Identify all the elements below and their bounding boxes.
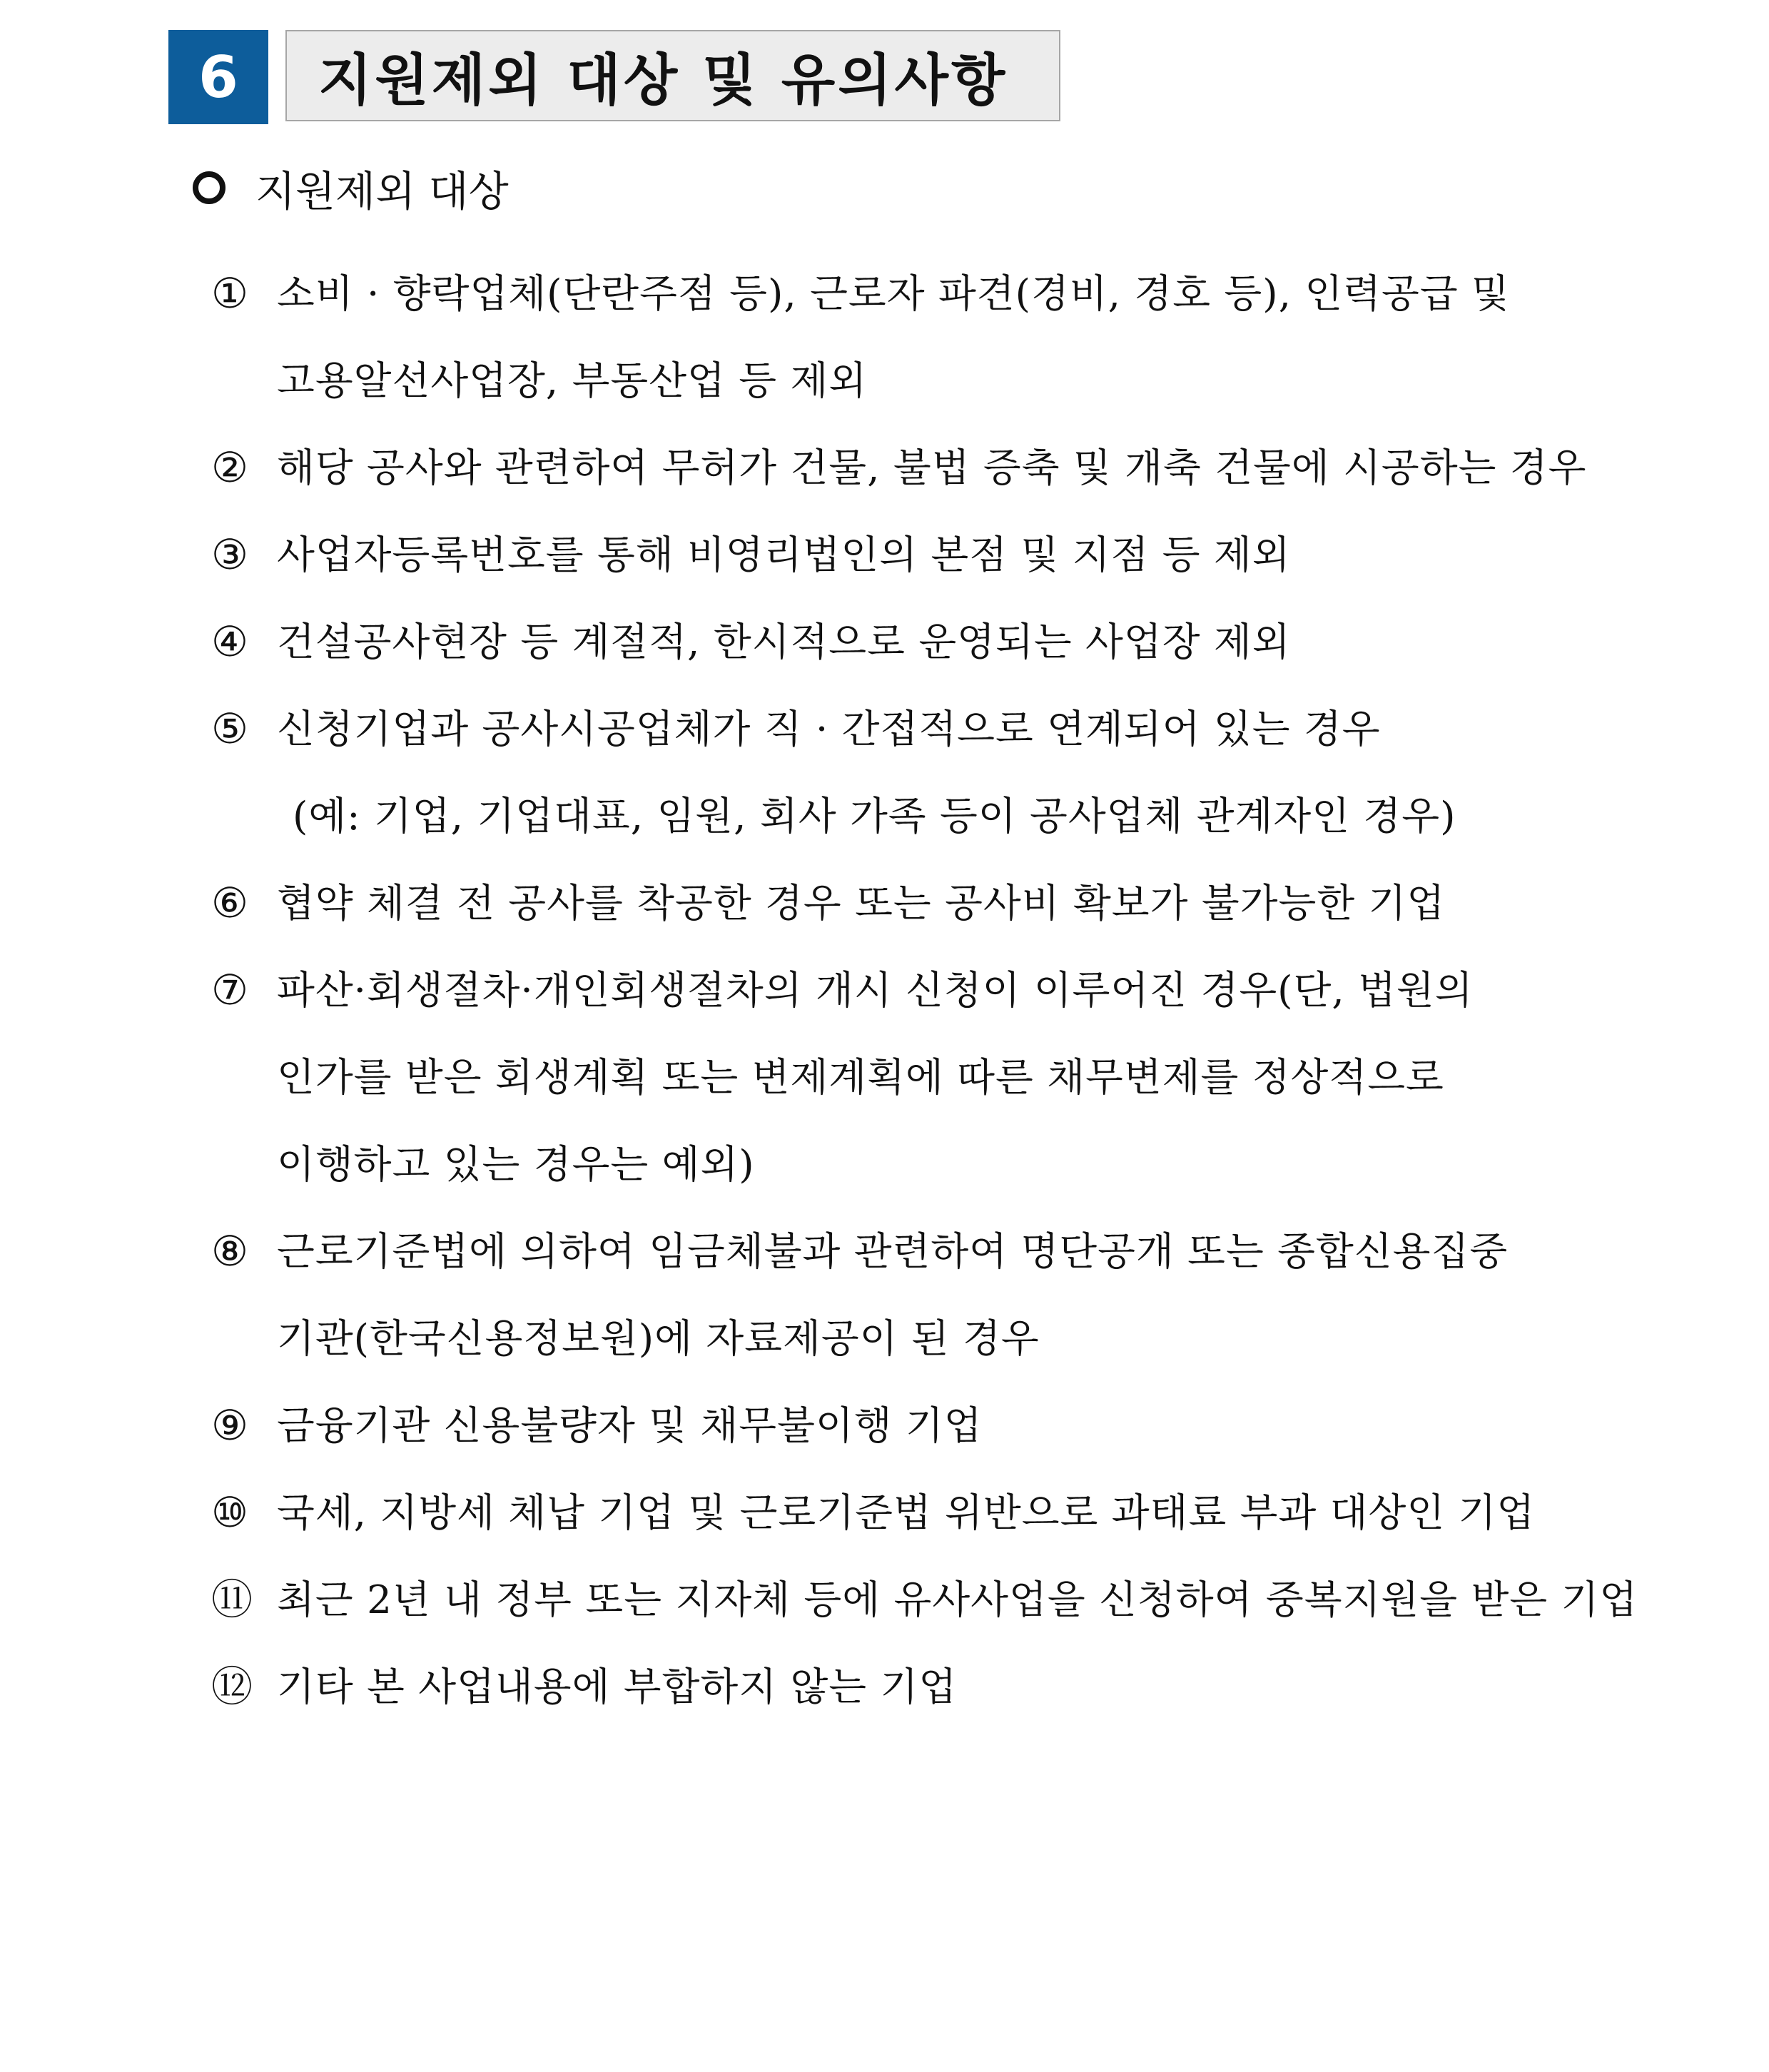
item-text: 해당 공사와 관련하여 무허가 건물, 불법 증축 및 개축 건물에 시공하는 경우 bbox=[277, 445, 1587, 490]
item-number: ⑨ bbox=[211, 1401, 248, 1450]
list-item bbox=[211, 424, 1624, 511]
list-item bbox=[211, 1556, 1638, 1643]
section-title-box bbox=[285, 30, 1060, 121]
item-text: 고용알선사업장, 부동산업 등 제외 bbox=[277, 358, 868, 403]
list-item bbox=[211, 1469, 1624, 1556]
item-number: ③ bbox=[211, 530, 248, 579]
item-number: ④ bbox=[211, 617, 248, 666]
item-number: ⑥ bbox=[211, 879, 248, 927]
item-number: ① bbox=[211, 269, 248, 318]
item-text: 소비 · 향락업체(단란주점 등), 근로자 파견(경비, 경호 등), 인력공급 및 bbox=[277, 271, 1510, 316]
item-text: 인가를 받은 회생계획 또는 변제계획에 따른 채무변제를 정상적으로 bbox=[277, 1054, 1444, 1100]
item-number: ⑪ bbox=[211, 1575, 253, 1624]
item-number: ⑫ bbox=[211, 1662, 253, 1711]
list-item bbox=[211, 1382, 1624, 1469]
item-number: ⑧ bbox=[211, 1227, 248, 1275]
item-text: 금융기관 신용불량자 및 채무불이행 기업 bbox=[277, 1403, 983, 1448]
item-text: 사업자등록번호를 통해 비영리법인의 본점 및 지점 등 제외 bbox=[277, 532, 1291, 577]
list-item bbox=[211, 946, 1624, 1208]
item-text: 파산·회생절차·개인회생절차의 개시 신청이 이루어진 경우(단, 법원의 bbox=[277, 967, 1474, 1013]
item-number: ⑤ bbox=[211, 704, 248, 753]
item-text: 기타 본 사업내용에 부합하지 않는 기업 bbox=[277, 1664, 958, 1709]
item-text: 이행하고 있는 경우는 예외) bbox=[277, 1141, 755, 1187]
item-text: 건설공사현장 등 계절적, 한시적으로 운영되는 사업장 제외 bbox=[277, 619, 1291, 664]
item-text: 협약 체결 전 공사를 착공한 경우 또는 공사비 확보가 불가능한 기업 bbox=[277, 880, 1446, 926]
item-example-text: (예: 기업, 기업대표, 임원, 회사 가족 등이 공사업체 관계자인 경우) bbox=[293, 793, 1456, 839]
exclusion-list bbox=[211, 250, 1638, 1730]
subheading bbox=[193, 156, 509, 220]
list-item bbox=[211, 859, 1624, 946]
item-text: 국세, 지방세 체납 기업 및 근로기준법 위반으로 과태료 부과 대상인 기업 bbox=[277, 1490, 1536, 1535]
section-header bbox=[168, 30, 1060, 124]
list-item bbox=[211, 598, 1624, 685]
list-item bbox=[211, 685, 1624, 859]
list-item bbox=[211, 511, 1624, 598]
item-text: 근로기준법에 의하여 임금체불과 관련하여 명단공개 또는 종합신용집중 bbox=[277, 1228, 1509, 1274]
section-number-badge: 6 bbox=[168, 30, 268, 124]
item-number: ② bbox=[211, 443, 248, 492]
list-item bbox=[211, 1643, 1624, 1730]
item-text: 최근 2년 내 정부 또는 지자체 등에 유사사업을 신청하여 중복지원을 받은 기업 bbox=[277, 1577, 1638, 1622]
item-text: 기관(한국신용정보원)에 자료제공이 된 경우 bbox=[277, 1315, 1040, 1361]
item-text: 신청기업과 공사시공업체가 직 · 간접적으로 연계되어 있는 경우 bbox=[277, 706, 1381, 752]
item-number: ⑩ bbox=[211, 1488, 248, 1537]
list-item bbox=[211, 250, 1624, 424]
subheading-text: 지원제외 대상 bbox=[255, 167, 509, 216]
list-item bbox=[211, 1208, 1624, 1382]
item-number: ⑦ bbox=[211, 966, 248, 1014]
hollow-circle-bullet-icon bbox=[193, 171, 225, 204]
section-title: 지원제외 대상 및 유의사항 bbox=[318, 49, 1008, 113]
